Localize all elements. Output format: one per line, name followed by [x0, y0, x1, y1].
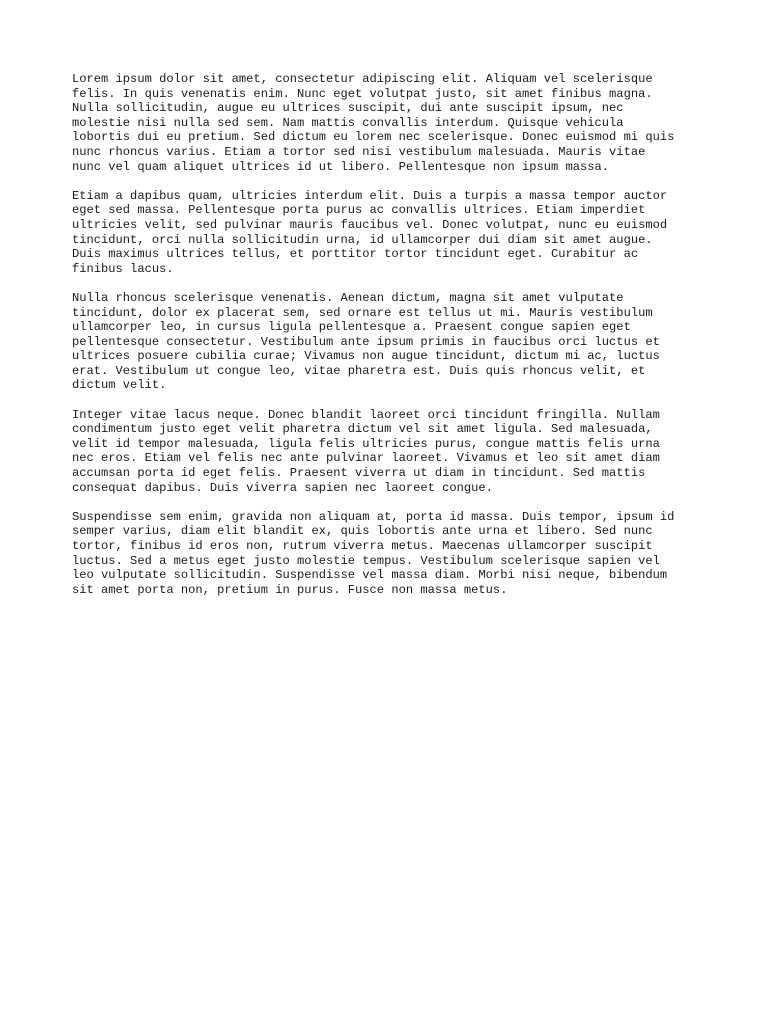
line: dictum velit. [72, 378, 167, 393]
line: ultrices posuere cubilia curae; Vivamus non augue tincidunt, dictum mi ac, luctus [72, 349, 660, 364]
line: Etiam a dapibus quam, ultricies interdum elit. Duis a turpis a massa tempor auctor [72, 188, 668, 203]
line: tincidunt, dolor ex placerat sem, sed ornare est tellus ut mi. Mauris vestibulum [72, 305, 653, 320]
line: tortor, finibus id eros non, rutrum viverra metus. Maecenas ullamcorper suscipit [72, 539, 653, 553]
line: condimentum justo eget velit pharetra dictum vel sit amet ligula. Sed malesuada, [72, 422, 653, 437]
paragraph-5 [72, 510, 702, 598]
line: erat. Vestibulum ut congue leo, vitae pharetra est. Duis quis rhoncus velit, et [72, 363, 646, 378]
line: sit amet porta non, pretium in purus. Fusce non massa metus. [72, 582, 508, 597]
line: Suspendisse sem enim, gravida non aliquam at, porta id massa. Duis tempor, ipsum id [72, 509, 675, 524]
document-body [72, 72, 702, 612]
line: luctus. Sed a metus eget justo molestie tempus. Vestibulum scelerisque sapien vel [72, 553, 660, 568]
line: Nulla sollicitudin, augue eu ultrices suscipit, dui ante suscipit ipsum, nec [72, 101, 624, 116]
line: lobortis dui eu pretium. Sed dictum eu lorem nec scelerisque. Donec euismod mi quis [72, 130, 675, 145]
line: finibus lacus. [72, 261, 174, 276]
line: nunc vel quam aliquet ultrices id ut libero. Pellentesque non ipsum massa. [72, 159, 610, 174]
line: felis. In quis venenatis enim. Nunc eget volutpat justo, sit amet finibus magna. [72, 86, 653, 101]
line: Nulla rhoncus scelerisque venenatis. Aenean dictum, magna sit amet vulputate [72, 290, 624, 305]
paragraph-1 [72, 72, 702, 174]
line: Integer vitae lacus neque. Donec blandit laoreet orci tincidunt fringilla. Nullam [72, 407, 660, 422]
line: nec eros. Etiam vel felis nec ante pulvinar laoreet. Vivamus et leo sit amet diam [72, 451, 660, 466]
line: eget sed massa. Pellentesque porta purus ac convallis ultrices. Etiam imperdiet [72, 203, 646, 218]
line: tincidunt, orci nulla sollicitudin urna, id ullamcorper dui diam sit amet augue. [72, 232, 653, 247]
line: velit id tempor malesuada, ligula felis ultricies purus, congue mattis felis urna [72, 436, 660, 451]
line: semper varius, diam elit blandit ex, quis lobortis ante urna et libero. Sed nunc [72, 524, 653, 539]
line: pellentesque consectetur. Vestibulum ante ipsum primis in faucibus orci luctus et [72, 334, 660, 349]
line: leo vulputate sollicitudin. Suspendisse vel massa diam. Morbi nisi neque, bibendum [72, 568, 668, 583]
line: Duis maximus ultrices tellus, et porttitor tortor tincidunt eget. Curabitur ac [72, 247, 639, 262]
line: molestie nisi nulla sed sem. Nam mattis convallis interdum. Quisque vehicula [72, 115, 624, 130]
line: accumsan porta id eget felis. Praesent viverra ut diam in tincidunt. Sed mattis [72, 466, 646, 481]
paragraph-4 [72, 408, 702, 496]
line: ullamcorper leo, in cursus ligula pellentesque a. Praesent congue sapien eget [72, 320, 631, 335]
paragraph-3 [72, 291, 702, 393]
line: ultricies velit, sed pulvinar mauris faucibus vel. Donec volutpat, nunc eu euismod [72, 217, 668, 232]
paragraph-2 [72, 189, 702, 277]
line: Lorem ipsum dolor sit amet, consectetur adipiscing elit. Aliquam vel scelerisque [72, 72, 653, 86]
line: nunc rhoncus varius. Etiam a tortor sed nisi vestibulum malesuada. Mauris vitae [72, 144, 646, 159]
line: consequat dapibus. Duis viverra sapien nec laoreet congue. [72, 480, 493, 495]
